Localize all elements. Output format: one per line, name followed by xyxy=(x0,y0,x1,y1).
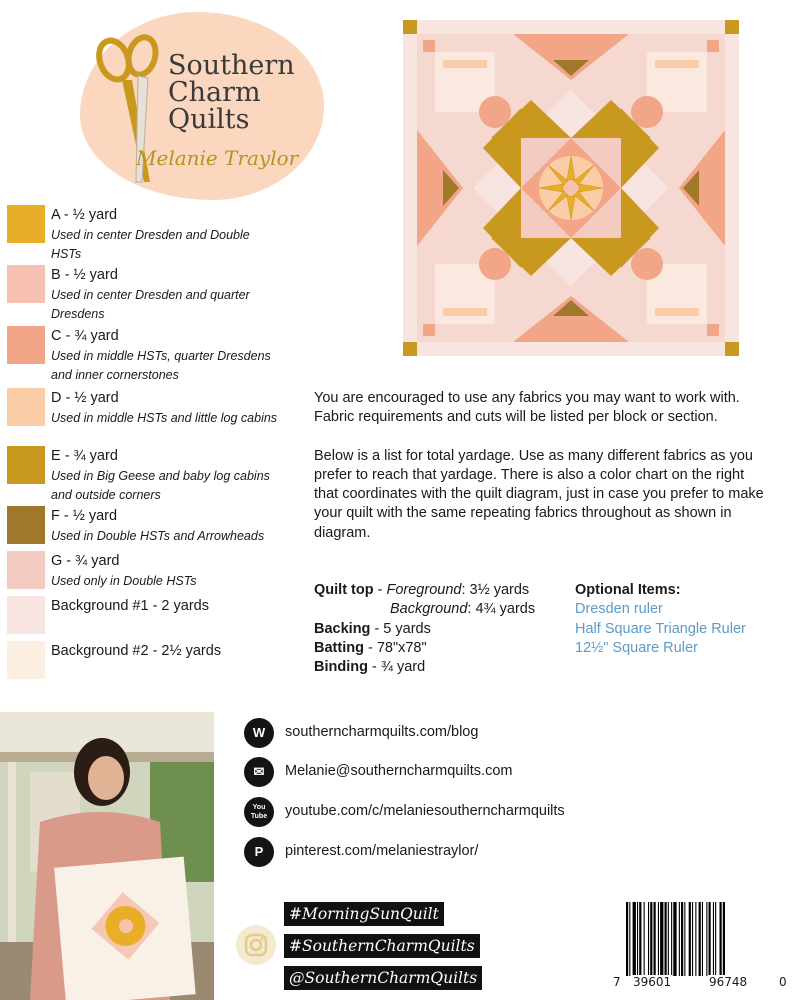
req-binding-label: Binding xyxy=(314,659,368,676)
intro-paragraph-1: You are encouraged to use any fabrics you may want to work with. Fabric requirements and cuts will be listed per block or section. xyxy=(314,390,740,426)
color-swatch xyxy=(7,506,45,544)
req-backing xyxy=(314,620,535,639)
optional-item-dresden-ruler[interactable]: Dresden ruler xyxy=(575,601,663,618)
legend-note: Used in middle HSTs, quarter Dresdens and inner cornerstones xyxy=(51,349,271,382)
legend-label: F - ½ yard xyxy=(51,508,118,524)
req-foreground-label: Foreground xyxy=(386,582,462,598)
youtube-icon: You Tube xyxy=(244,797,274,827)
legend-note: Used in Big Geese and baby log cabins and outside corners xyxy=(51,469,270,502)
contact-blog-text[interactable]: southerncharmquilts.com/blog xyxy=(285,724,479,740)
color-swatch xyxy=(7,551,45,589)
color-swatch xyxy=(7,596,45,634)
quilt-diagram xyxy=(403,20,739,356)
barcode-digit-left: 39601 xyxy=(633,975,672,989)
logo-line-3: Quilts xyxy=(168,104,250,135)
color-swatch xyxy=(7,326,45,364)
contact-email-text[interactable]: Melanie@southerncharmquilts.com xyxy=(285,763,513,779)
req-background-label: Background xyxy=(390,601,468,618)
legend-note: Used only in Double HSTs xyxy=(51,574,197,588)
instagram-icon xyxy=(236,925,276,965)
optional-item-square-ruler[interactable]: 12½" Square Ruler xyxy=(575,639,698,656)
hashtag-morning-sun: #MorningSunQuilt xyxy=(284,902,444,926)
logo-signature: Melanie Traylor xyxy=(136,146,299,170)
req-backing-label: Backing xyxy=(314,620,371,637)
req-quilt-top: Quilt top - Foreground: 3½ yards xyxy=(314,582,530,598)
barcode-digit-right: 96748 xyxy=(709,975,748,989)
req-binding xyxy=(314,658,535,677)
contact-pinterest-text[interactable]: pinterest.com/melaniestraylor/ xyxy=(285,843,479,859)
legend-label: D - ½ yard xyxy=(51,390,119,406)
hashtag-southern-charm: #SouthernCharmQuilts xyxy=(284,934,480,958)
legend-note: Used in Double HSTs and Arrowheads xyxy=(51,529,265,543)
legend-label: A - ½ yard xyxy=(51,207,118,223)
legend-label: G - ¾ yard xyxy=(51,553,120,569)
yardage-requirements xyxy=(314,581,535,677)
color-swatch xyxy=(7,446,45,484)
legend-label: Background #2 - 2½ yards xyxy=(51,643,222,659)
optional-item-hst-ruler[interactable]: Half Square Triangle Ruler xyxy=(575,620,746,637)
barcode-digit-lead: 7 xyxy=(613,975,621,989)
color-swatch xyxy=(7,641,45,679)
email-icon: ✉ xyxy=(244,757,274,787)
legend-label: Background #1 - 2 yards xyxy=(51,598,209,614)
legend-note: Used in middle HSTs and little log cabins xyxy=(51,411,278,425)
req-batting-label: Batting xyxy=(314,639,364,656)
req-backing-value: - 5 yards xyxy=(370,620,431,637)
optional-title: Optional Items: xyxy=(575,582,681,598)
optional-items xyxy=(575,581,746,658)
req-binding-value: - ¾ yard xyxy=(367,659,426,676)
req-batting-value: - 78"x78" xyxy=(363,639,427,656)
barcode-digits xyxy=(612,975,788,993)
handle-southern-charm: @SouthernCharmQuilts xyxy=(284,966,482,990)
logo-wordmark xyxy=(168,52,295,133)
logo-line-1: Southern xyxy=(168,50,295,81)
legend-label: C - ¾ yard xyxy=(51,328,119,344)
req-batting xyxy=(314,639,535,658)
pinterest-icon: P xyxy=(244,837,274,867)
color-swatch xyxy=(7,265,45,303)
contact-youtube-text[interactable]: youtube.com/c/melaniesoutherncharmquilts xyxy=(285,803,565,819)
designer-photo xyxy=(0,712,214,1000)
legend-label: E - ¾ yard xyxy=(51,448,118,464)
intro-paragraph-2: Below is a list for total yardage. Use as many different fabrics as you prefer to reach that yardage. There is also a color chart on the right that coordinates with the quilt diagram, just in case you prefer to make your quilt with the same repeating fabrics throughout as shown in diagram. xyxy=(314,447,764,541)
intro-text xyxy=(314,389,764,562)
logo-line-2: Charm xyxy=(168,77,261,108)
legend-label: B - ½ yard xyxy=(51,267,118,283)
barcode-digit-check: 0 xyxy=(779,975,787,989)
req-foreground-value: : 3½ yards xyxy=(461,582,530,598)
color-swatch xyxy=(7,388,45,426)
legend-note: Used in center Dresden and quarter Dresdens xyxy=(51,288,250,321)
req-quilt-top-label: Quilt top xyxy=(314,582,374,598)
color-swatch xyxy=(7,205,45,243)
req-background-value: : 4¾ yards xyxy=(467,601,536,618)
wordpress-icon: W xyxy=(244,718,274,748)
req-background xyxy=(314,600,535,619)
legend-note: Used in center Dresden and Double HSTs xyxy=(51,228,250,261)
